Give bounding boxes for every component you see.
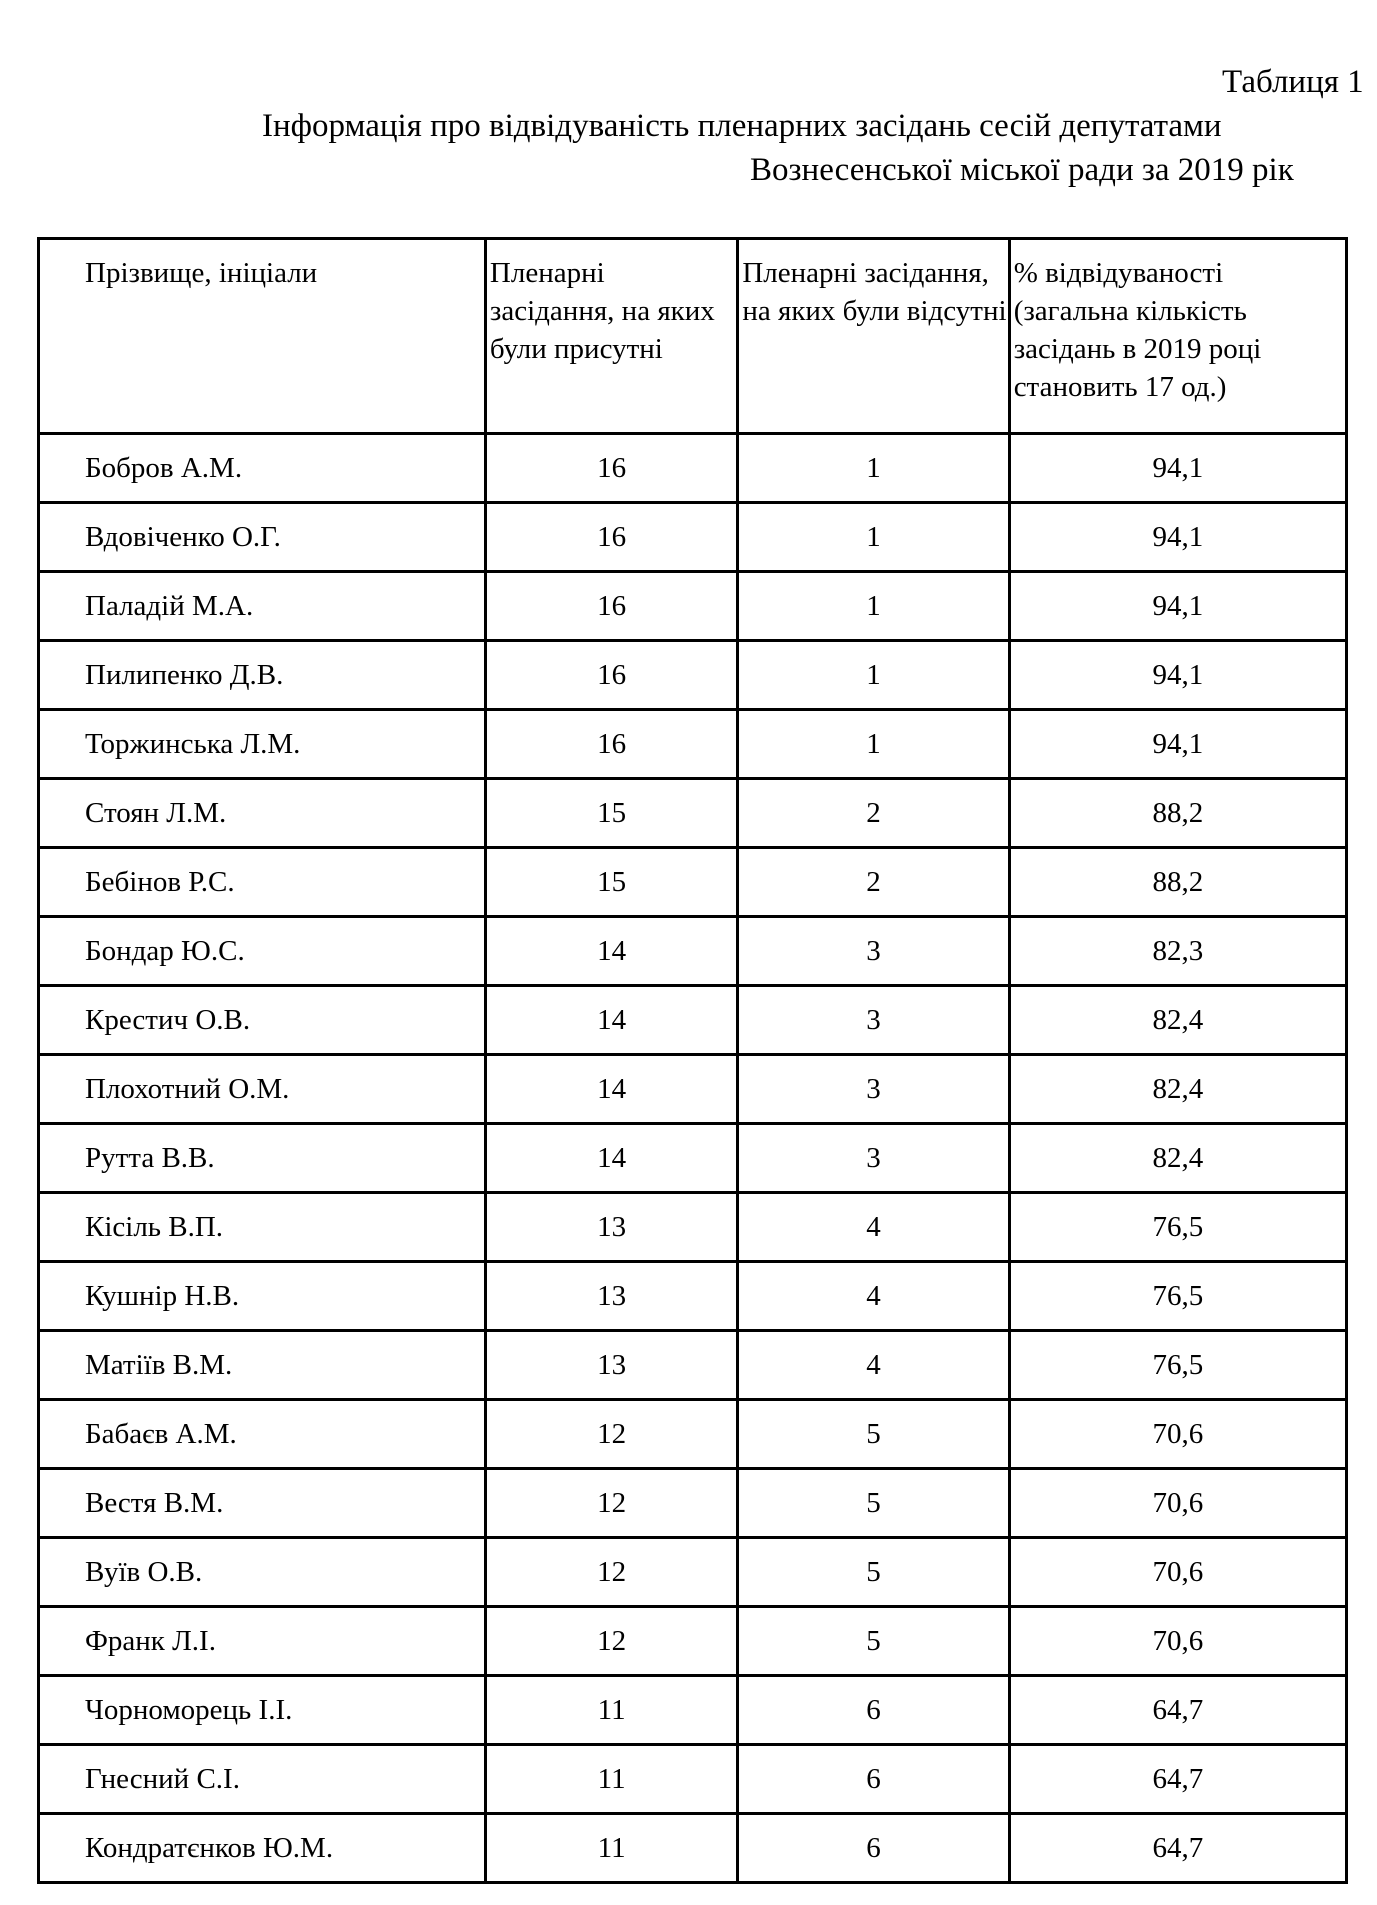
cell-percent: 94,1 [1009,503,1346,572]
cell-percent: 94,1 [1009,434,1346,503]
cell-percent: 70,6 [1009,1607,1346,1676]
column-header-name: Прізвище, ініціали [39,239,486,434]
table-row [39,1400,1347,1469]
cell-name: Гнесний С.І. [39,1745,486,1814]
table-row [39,1262,1347,1331]
cell-absent: 1 [738,710,1009,779]
cell-present: 12 [485,1400,737,1469]
cell-absent: 2 [738,779,1009,848]
cell-present: 15 [485,779,737,848]
cell-percent: 94,1 [1009,641,1346,710]
cell-absent: 6 [738,1745,1009,1814]
table-row [39,434,1347,503]
table-row [39,1193,1347,1262]
cell-present: 14 [485,1055,737,1124]
cell-percent: 88,2 [1009,779,1346,848]
cell-name: Бондар Ю.С. [39,917,486,986]
cell-present: 11 [485,1676,737,1745]
cell-absent: 1 [738,434,1009,503]
table-row [39,1745,1347,1814]
cell-name: Бабаєв А.М. [39,1400,486,1469]
cell-name: Вуїв О.В. [39,1538,486,1607]
cell-present: 16 [485,572,737,641]
cell-absent: 4 [738,1193,1009,1262]
cell-absent: 3 [738,1124,1009,1193]
cell-percent: 70,6 [1009,1469,1346,1538]
table-row [39,1331,1347,1400]
table-row [39,1676,1347,1745]
column-header-absent: Пленарні засідання, на яких були відсутні [738,239,1009,434]
cell-present: 13 [485,1262,737,1331]
cell-percent: 64,7 [1009,1814,1346,1883]
cell-name: Крестич О.В. [39,986,486,1055]
cell-present: 15 [485,848,737,917]
cell-name: Чорноморець І.І. [39,1676,486,1745]
table-row [39,1607,1347,1676]
cell-percent: 76,5 [1009,1193,1346,1262]
attendance-table [37,237,1348,1884]
cell-absent: 3 [738,917,1009,986]
cell-absent: 1 [738,503,1009,572]
cell-percent: 76,5 [1009,1262,1346,1331]
cell-name: Бобров А.М. [39,434,486,503]
cell-present: 12 [485,1607,737,1676]
table-row [39,641,1347,710]
cell-absent: 5 [738,1538,1009,1607]
cell-name: Торжинська Л.М. [39,710,486,779]
cell-name: Франк Л.І. [39,1607,486,1676]
table-row [39,848,1347,917]
cell-absent: 4 [738,1331,1009,1400]
table-label: Таблиця 1 [1222,64,1364,100]
table-row [39,1814,1347,1883]
cell-name: Паладій М.А. [39,572,486,641]
cell-name: Плохотний О.М. [39,1055,486,1124]
cell-present: 13 [485,1331,737,1400]
cell-percent: 94,1 [1009,572,1346,641]
cell-absent: 5 [738,1400,1009,1469]
cell-present: 16 [485,710,737,779]
cell-present: 12 [485,1469,737,1538]
cell-absent: 3 [738,1055,1009,1124]
table-row [39,1124,1347,1193]
cell-present: 12 [485,1538,737,1607]
cell-absent: 1 [738,641,1009,710]
table-header-row [39,239,1347,434]
cell-present: 16 [485,641,737,710]
cell-name: Бебінов Р.С. [39,848,486,917]
table-row [39,1055,1347,1124]
cell-present: 16 [485,434,737,503]
cell-percent: 76,5 [1009,1331,1346,1400]
document-title-line-1: Інформація про відвідуваність пленарних засідань сесій депутатами [262,108,1222,144]
cell-percent: 70,6 [1009,1400,1346,1469]
cell-percent: 70,6 [1009,1538,1346,1607]
cell-name: Матіїв В.М. [39,1331,486,1400]
cell-present: 13 [485,1193,737,1262]
cell-absent: 5 [738,1469,1009,1538]
cell-percent: 94,1 [1009,710,1346,779]
table-row [39,986,1347,1055]
table-body [39,434,1347,1883]
cell-percent: 82,3 [1009,917,1346,986]
table-row [39,1469,1347,1538]
cell-present: 14 [485,1124,737,1193]
cell-absent: 4 [738,1262,1009,1331]
table-row [39,917,1347,986]
cell-percent: 64,7 [1009,1676,1346,1745]
cell-present: 16 [485,503,737,572]
cell-name: Рутта В.В. [39,1124,486,1193]
column-header-present: Пленарні засідання, на яких були присутні [485,239,737,434]
cell-name: Кондратєнков Ю.М. [39,1814,486,1883]
cell-absent: 1 [738,572,1009,641]
cell-name: Вдовіченко О.Г. [39,503,486,572]
cell-absent: 6 [738,1814,1009,1883]
cell-present: 11 [485,1814,737,1883]
cell-name: Кушнір Н.В. [39,1262,486,1331]
column-header-percent: % відвідуваності (загальна кількість засідань в 2019 році становить 17 од.) [1009,239,1346,434]
cell-percent: 82,4 [1009,1055,1346,1124]
document-title-line-2: Вознесенської міської ради за 2019 рік [750,152,1294,188]
cell-present: 14 [485,986,737,1055]
cell-name: Кісіль В.П. [39,1193,486,1262]
cell-present: 14 [485,917,737,986]
cell-absent: 3 [738,986,1009,1055]
table-row [39,779,1347,848]
cell-percent: 64,7 [1009,1745,1346,1814]
cell-absent: 5 [738,1607,1009,1676]
cell-percent: 88,2 [1009,848,1346,917]
cell-absent: 6 [738,1676,1009,1745]
table-row [39,572,1347,641]
cell-absent: 2 [738,848,1009,917]
cell-name: Вестя В.М. [39,1469,486,1538]
cell-percent: 82,4 [1009,986,1346,1055]
table-row [39,503,1347,572]
table-row [39,710,1347,779]
cell-percent: 82,4 [1009,1124,1346,1193]
cell-present: 11 [485,1745,737,1814]
table-row [39,1538,1347,1607]
cell-name: Стоян Л.М. [39,779,486,848]
cell-name: Пилипенко Д.В. [39,641,486,710]
